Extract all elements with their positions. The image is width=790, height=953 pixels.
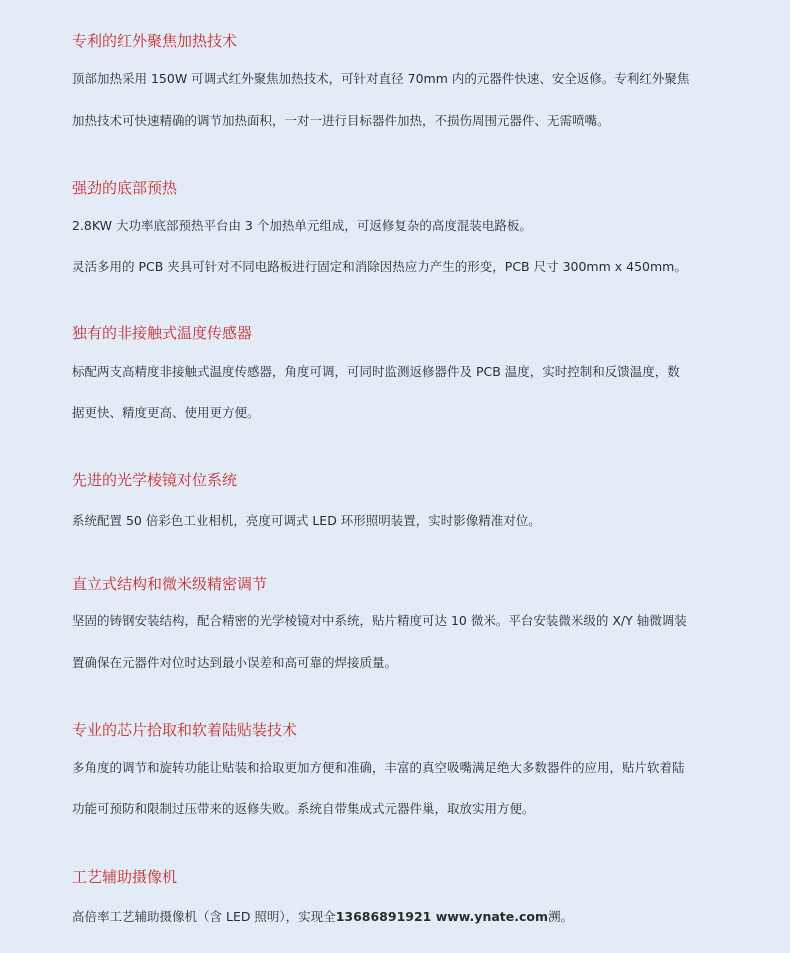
section-infrared-heating [72, 31, 732, 128]
section-text-line: 2.8KW 大功率底部预热平台由 3 个加热单元组成，可返修复杂的高度混装电路板。 [72, 218, 532, 233]
camera-text-suffix: 溯。 [548, 909, 574, 924]
section-title: 专业的芯片拾取和软着陆贴装技术 [72, 721, 298, 739]
camera-text-prefix: 高倍率工艺辅助摄像机（含 LED 照明），实现全 [72, 909, 336, 924]
section-title: 独有的非接触式温度传感器 [72, 324, 253, 342]
section-title: 先进的光学棱镜对位系统 [72, 471, 238, 489]
section-micron-adjustment [72, 574, 732, 670]
contact-info: 13686891921 www.ynate.com [335, 909, 549, 924]
section-title: 直立式结构和微米级精密调节 [72, 575, 268, 593]
section-title: 工艺辅助摄像机 [72, 868, 178, 886]
section-bottom-preheat [72, 178, 732, 274]
section-text-line: 坚固的铸钢安装结构，配合精密的光学棱镜对中系统，贴片精度可达 10 微米。平台安装微米级的 X/Y 轴微调装 [72, 613, 687, 628]
section-text-line: 标配两支高精度非接触式温度传感器，角度可调，可同时监测返修器件及 PCB 温度，实时控制和反馈温度，数 [72, 364, 680, 379]
section-process-camera [72, 867, 732, 924]
section-chip-pickup [72, 720, 732, 816]
section-title: 专利的红外聚焦加热技术 [72, 32, 238, 50]
section-text-line: 多角度的调节和旋转功能让贴装和拾取更加方便和准确，丰富的真空吸嘴满足绝大多数器件的应用，贴片软着陆 [72, 760, 685, 775]
section-title: 强劲的底部预热 [72, 179, 178, 197]
section-optical-alignment [72, 470, 732, 528]
section-text-line: 据更快、精度更高、使用更方便。 [72, 405, 260, 420]
section-text-line: 系统配置 50 倍彩色工业相机，亮度可调式 LED 环形照明装置，实时影像精准对位。 [72, 513, 541, 528]
section-text-line [72, 907, 573, 927]
section-text-line: 灵活多用的 PCB 夹具可针对不同电路板进行固定和消除因热应力产生的形变，PCB 尺寸 300mm x 450mm。 [72, 259, 687, 274]
section-text-line: 功能可预防和限制过压带来的返修失败。系统自带集成式元器件巢，取放实用方便。 [72, 801, 535, 816]
section-text-line: 顶部加热采用 150W 可调式红外聚焦加热技术，可针对直径 70mm 内的元器件快速、安全返修。专利红外聚焦 [72, 71, 690, 86]
section-temperature-sensor [72, 323, 732, 420]
section-text-line: 置确保在元器件对位时达到最小误差和高可靠的焊接质量。 [72, 655, 398, 670]
section-text-line: 加热技术可快速精确的调节加热面积，一对一进行目标器件加热，不损伤周围元器件、无需喷嘴。 [72, 113, 610, 128]
